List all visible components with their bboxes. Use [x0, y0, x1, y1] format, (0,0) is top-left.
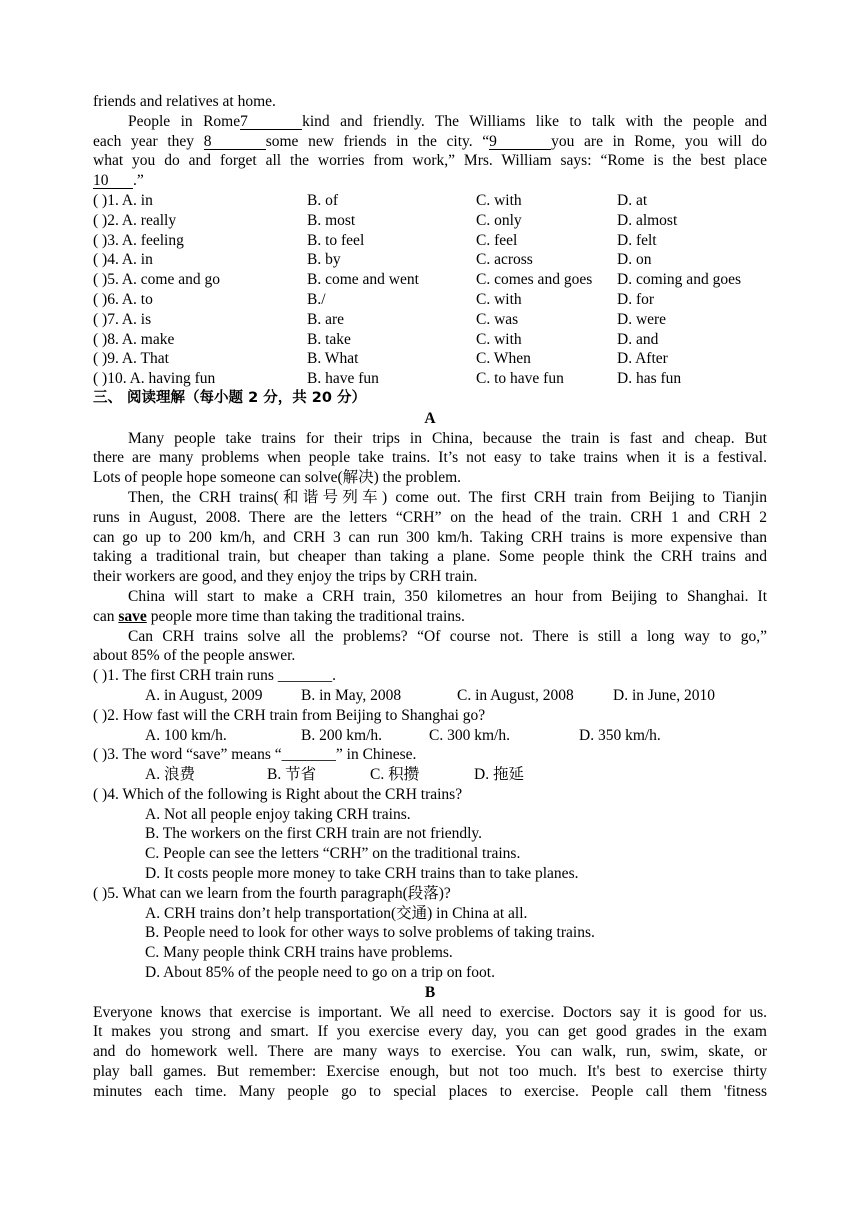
option: C. Many people think CRH trains have problems. [145, 944, 453, 962]
text: some new friends in the city. “ [265, 132, 490, 150]
option-d: D. coming and goes [617, 271, 741, 289]
blank-10 [93, 173, 133, 189]
text: ( )2. How fast will the CRH train from Beijing to Shanghai go? [93, 706, 486, 724]
passage-b [93, 1003, 767, 1102]
text: what you do and forget all the worries from work,” Mrs. William says: “Rome is the best place [93, 152, 767, 170]
option: D. 拖延 [474, 766, 524, 784]
text: kind and friendly. The Williams like to talk with the people and [302, 112, 767, 130]
blank-9 [489, 134, 551, 150]
passage-line: there are many problems when people take trains. It’s not easy to take trains when it is a festival. [93, 449, 767, 467]
text: can [93, 607, 119, 625]
option-c: C. was [476, 310, 519, 328]
question-number-option-a: ( )6. A. to [93, 290, 153, 308]
question-row [93, 231, 767, 251]
question-row [93, 250, 767, 270]
text: .” [133, 172, 144, 190]
question-number-option-a: ( )5. A. come and go [93, 271, 220, 289]
underlined-word: save [118, 607, 147, 625]
text: friends and relatives at home. [93, 93, 276, 110]
passage-line [93, 607, 767, 627]
passage-line [93, 92, 767, 112]
passage-line: play ball games. But remember: Exercise enough, but not too much. It's best to exercise thirty [93, 1063, 767, 1081]
option-c: C. comes and goes [476, 271, 593, 289]
option-b: B. to feel [307, 231, 365, 249]
option: C. People can see the letters “CRH” on the traditional trains. [145, 845, 521, 863]
option-c: C. feel [476, 231, 518, 249]
question-stem [93, 706, 767, 726]
option-d: D. for [617, 290, 655, 308]
blank-number: 9 [489, 132, 497, 150]
passage-line [93, 171, 767, 191]
option-c: C. with [476, 290, 522, 308]
option-row [93, 686, 767, 706]
question-row [93, 369, 767, 389]
option-c: C. When [476, 350, 531, 368]
passage-line [93, 132, 767, 152]
question-number-option-a: ( )2. A. really [93, 211, 177, 229]
option-b: B. by [307, 251, 341, 269]
reading-question-list [93, 666, 767, 983]
question-stem: ( )4. Which of the following is Right about the CRH trains? [93, 785, 463, 803]
passage-line: Everyone knows that exercise is important. We all need to exercise. Doctors say it is good for us. [93, 1003, 767, 1021]
option-d: D. has fun [617, 370, 682, 388]
option-row [93, 726, 767, 746]
option-d: D. were [617, 310, 667, 328]
question-row [93, 330, 767, 350]
option: B. 节省 [267, 766, 317, 784]
option-b: B. have fun [307, 370, 379, 388]
text: ( )3. The word “save” means “_______” in Chinese. [93, 746, 417, 764]
passage-line: Lots of people hope someone can solve(解决) the problem. [93, 469, 462, 487]
passage-line [93, 112, 767, 132]
option: A. in August, 2009 [145, 686, 263, 704]
option: B. People need to look for other ways to solve problems of taking trains. [145, 924, 595, 942]
passage-line: Then, the CRH trains(和谐号列车) come out. The first CRH train from Beijing to Tianjin [128, 488, 767, 506]
option-d: D. on [617, 251, 652, 269]
option-b: B. come and went [307, 271, 419, 289]
question-row [93, 349, 767, 369]
passage-line: It makes you strong and smart. If you exercise every day, you can get good grades in the exam [93, 1023, 767, 1041]
option-c: C. only [476, 211, 522, 229]
text: People in Rome [128, 112, 241, 130]
blank-number: 8 [203, 132, 212, 150]
option-d: D. felt [617, 231, 657, 249]
option-b: B. take [307, 330, 351, 348]
question-row [93, 191, 767, 211]
answer-blank: _______ [277, 667, 333, 685]
option-d: D. After [617, 350, 668, 368]
blank-number: 10 [93, 172, 109, 190]
option-d: D. and [617, 330, 659, 348]
option-c: C. with [476, 191, 522, 209]
option: D. 350 km/h. [579, 726, 661, 744]
passage-line: runs in August, 2008. There are the letters “CRH” on the head of the train. CRH 1 and CRH 2 [93, 508, 767, 526]
passage-line [93, 151, 767, 171]
option: B. The workers on the first CRH train are not friendly. [145, 825, 483, 843]
option: C. 300 km/h. [429, 726, 510, 744]
text: each year they [93, 132, 195, 150]
option: D. About 85% of the people need to go on a trip on foot. [145, 964, 495, 982]
option-c: C. with [476, 330, 522, 348]
passage-label-b: B [424, 983, 436, 1001]
question-stem: ( )5. What can we learn from the fourth paragraph(段落)? [93, 884, 451, 902]
passage-line: Many people take trains for their trips in China, because the train is fast and cheap. But [128, 429, 767, 447]
question-number-option-a: ( )4. A. in [93, 251, 153, 269]
blank-number: 7 [240, 112, 248, 130]
question-number-option-a: ( )1. A. in [93, 191, 153, 209]
question-row [93, 310, 767, 330]
option: B. in May, 2008 [301, 686, 402, 704]
option-b: B./ [307, 290, 326, 308]
passage-line: Can CRH trains solve all the problems? “Of course not. There is still a long way to go,” [128, 627, 767, 645]
question-number-option-a: ( )9. A. That [93, 350, 169, 368]
passage-line: can go up to 200 km/h, and CRH 3 can run 300 km/h. Taking CRH trains is more expensive than [93, 528, 767, 546]
option: A. Not all people enjoy taking CRH trains. [145, 805, 411, 823]
blank-8 [204, 134, 266, 150]
text: . [332, 667, 336, 685]
option: C. 积攒 [370, 766, 420, 784]
option-c: C. to have fun [476, 370, 564, 388]
cloze-question-list [93, 191, 767, 389]
passage-label-a: A [424, 409, 436, 427]
text: people more time than taking the traditional trains. [146, 607, 465, 625]
option-b: B. are [307, 310, 345, 328]
passage-line: and do homework well. There are many ways to exercise. You can walk, run, swim, skate, or [93, 1043, 767, 1061]
exam-page [93, 92, 767, 1102]
option: B. 200 km/h. [301, 726, 382, 744]
question-number-option-a: ( )3. A. feeling [93, 231, 184, 249]
passage-line: minutes each time. Many people go to special places to exercise. People call them 'fitness [93, 1082, 767, 1100]
question-stem [93, 745, 767, 765]
option: A. 100 km/h. [145, 726, 227, 744]
option: A. 浪费 [145, 766, 195, 784]
passage-line: their workers are good, and they enjoy the trips by CRH train. [93, 568, 478, 586]
text: you are in Rome, you will do [551, 132, 767, 150]
option-d: D. at [617, 191, 648, 209]
question-row [93, 211, 767, 231]
option: A. CRH trains don’t help transportation(交通) in China at all. [145, 904, 528, 922]
question-number-option-a: ( )7. A. is [93, 310, 152, 328]
question-number-option-a: ( )10. A. having fun [93, 370, 216, 388]
option-c: C. across [476, 251, 533, 269]
text: ( )1. The first CRH train runs [93, 667, 278, 685]
question-stem [93, 666, 767, 686]
option-row [93, 765, 767, 785]
question-row [93, 270, 767, 290]
option: D. It costs people more money to take CRH trains than to take planes. [145, 865, 579, 883]
blank-7 [240, 114, 302, 130]
option-d: D. almost [617, 211, 678, 229]
question-number-option-a: ( )8. A. make [93, 330, 175, 348]
option-b: B. of [307, 191, 338, 209]
option: D. in June, 2010 [613, 686, 716, 704]
question-row [93, 290, 767, 310]
option-b: B. What [307, 350, 359, 368]
option-b: B. most [307, 211, 356, 229]
passage-line: about 85% of the people answer. [93, 647, 296, 665]
section-heading: 三、 阅读理解（每小题 2 分，共 20 分） [93, 389, 367, 406]
passage-line: China will start to make a CRH train, 350 kilometres an hour from Beijing to Shanghai. It [128, 587, 767, 605]
passage-line: taking a traditional train, but cheaper than taking a plane. Some people think the CRH trains and [93, 548, 767, 566]
option: C. in August, 2008 [457, 686, 574, 704]
passage-a [93, 429, 767, 667]
